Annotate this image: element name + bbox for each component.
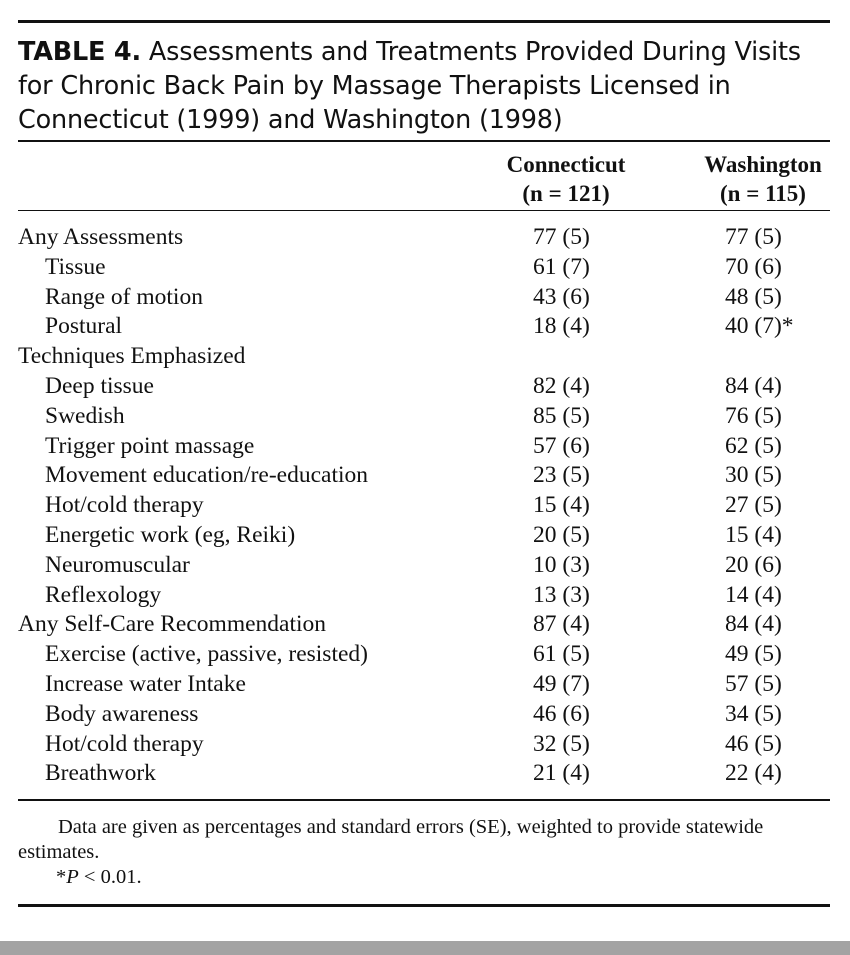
row-label: Exercise (active, passive, resisted) — [45, 641, 368, 668]
footnote-p-symbol: P — [66, 865, 79, 888]
cell-connecticut: 85 (5) — [533, 402, 590, 429]
cell-washington: 40 (7)* — [725, 313, 794, 340]
table-notes — [18, 801, 830, 904]
column-sample-size: (n = 115) — [720, 180, 806, 206]
bottom-rule — [18, 904, 830, 907]
row-label: Hot/cold therapy — [45, 730, 204, 757]
footnote-threshold: < 0.01. — [78, 865, 142, 888]
table-body — [18, 211, 830, 799]
footnote-mark: * — [56, 865, 67, 888]
column-header-connecticut — [496, 150, 636, 208]
cell-washington: 20 (6) — [725, 551, 782, 578]
cell-washington: 84 (4) — [725, 372, 782, 399]
cell-connecticut: 32 (5) — [533, 730, 590, 757]
cell-washington: 76 (5) — [725, 402, 782, 429]
table-row — [18, 432, 830, 462]
cell-washington: 22 (4) — [725, 760, 782, 787]
table-row — [18, 253, 830, 283]
table-row — [18, 372, 830, 402]
cell-connecticut: 57 (6) — [533, 432, 590, 459]
table-section-row — [18, 223, 830, 253]
cell-connecticut: 23 (5) — [533, 462, 590, 489]
row-label: Movement education/re-education — [45, 462, 368, 489]
table-row — [18, 461, 830, 491]
cell-washington: 57 (5) — [725, 670, 782, 697]
table-caption — [18, 23, 830, 140]
viewer-scrollbar-strip — [0, 941, 850, 955]
cell-washington: 27 (5) — [725, 492, 782, 519]
cell-connecticut: 43 (6) — [533, 283, 590, 310]
table-title: Assessments and Treatments Provided During Visits for Chronic Back Pain by Massage Therapists Licensed in Connecticut (1999) and Washington (1998) — [18, 37, 801, 135]
row-label: Postural — [45, 313, 123, 340]
row-label: Energetic work (eg, Reiki) — [45, 521, 296, 548]
cell-connecticut: 21 (4) — [533, 760, 590, 787]
table-row — [18, 491, 830, 521]
column-name: Washington — [704, 151, 822, 177]
cell-washington: 30 (5) — [725, 462, 782, 489]
cell-connecticut: 61 (7) — [533, 253, 590, 280]
cell-connecticut: 82 (4) — [533, 372, 590, 399]
footnote-significance — [18, 865, 830, 890]
table-row — [18, 521, 830, 551]
cell-washington: 70 (6) — [725, 253, 782, 280]
cell-connecticut: 20 (5) — [533, 521, 590, 548]
table-row — [18, 312, 830, 342]
table-row — [18, 551, 830, 581]
table-row — [18, 700, 830, 730]
table-figure — [18, 20, 830, 907]
row-label: Deep tissue — [45, 372, 154, 399]
cell-washington: 46 (5) — [725, 730, 782, 757]
row-label: Breathwork — [45, 760, 156, 787]
column-sample-size: (n = 121) — [522, 180, 610, 206]
cell-connecticut: 87 (4) — [533, 611, 590, 638]
cell-connecticut: 49 (7) — [533, 670, 590, 697]
cell-connecticut: 18 (4) — [533, 313, 590, 340]
cell-washington: 14 (4) — [725, 581, 782, 608]
cell-washington: 62 (5) — [725, 432, 782, 459]
cell-connecticut: 13 (3) — [533, 581, 590, 608]
row-label: Any Assessments — [18, 224, 184, 250]
row-label: Trigger point massage — [45, 432, 255, 459]
cell-washington: 77 (5) — [725, 224, 782, 250]
row-label: Neuromuscular — [45, 551, 190, 578]
row-label: Techniques Emphasized — [18, 343, 246, 370]
table-row — [18, 640, 830, 670]
table-section-row — [18, 342, 830, 372]
cell-connecticut: 10 (3) — [533, 551, 590, 578]
row-label: Swedish — [45, 402, 125, 429]
table-row — [18, 283, 830, 313]
row-label: Body awareness — [45, 700, 199, 727]
table-row — [18, 581, 830, 611]
row-label: Reflexology — [45, 581, 162, 608]
column-header — [18, 142, 830, 210]
table-section-row — [18, 610, 830, 640]
cell-washington: 84 (4) — [725, 611, 782, 638]
row-label: Increase water Intake — [45, 670, 246, 697]
row-label: Tissue — [45, 253, 106, 280]
table-row — [18, 730, 830, 760]
cell-washington: 49 (5) — [725, 641, 782, 668]
column-header-washington — [691, 150, 835, 208]
cell-connecticut: 61 (5) — [533, 641, 590, 668]
cell-washington: 48 (5) — [725, 283, 782, 310]
cell-washington: 34 (5) — [725, 700, 782, 727]
row-label: Hot/cold therapy — [45, 492, 204, 519]
row-label: Range of motion — [45, 283, 203, 310]
footnote-data: Data are given as percentages and standard errors (SE), weighted to provide statewide estimates. — [18, 815, 764, 863]
cell-connecticut: 15 (4) — [533, 492, 590, 519]
table-row — [18, 759, 830, 789]
table-row — [18, 402, 830, 432]
cell-connecticut: 77 (5) — [533, 224, 590, 250]
table-number: TABLE 4. — [18, 37, 141, 67]
row-label: Any Self-Care Recommendation — [18, 611, 327, 638]
column-name: Connecticut — [506, 151, 626, 177]
cell-washington: 15 (4) — [725, 521, 782, 548]
table-row — [18, 670, 830, 700]
cell-connecticut: 46 (6) — [533, 700, 590, 727]
